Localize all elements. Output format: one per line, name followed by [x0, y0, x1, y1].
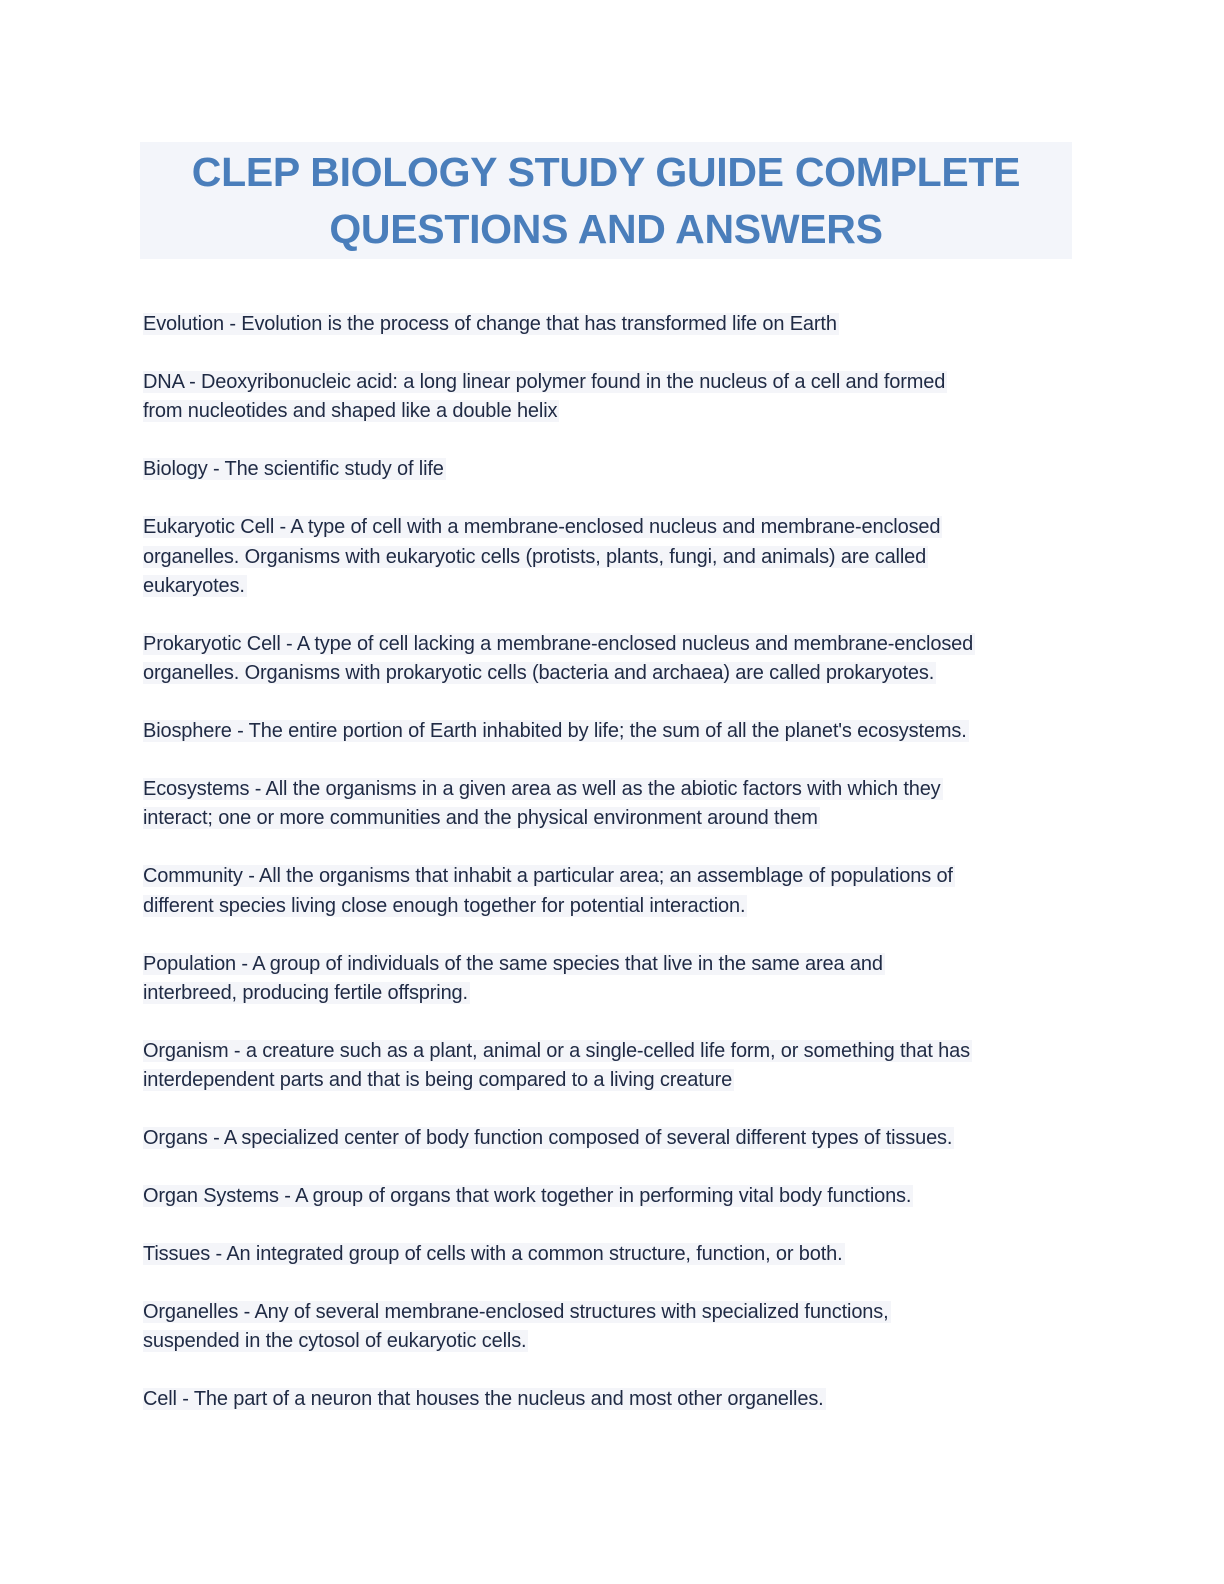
entry-text-line: Population - A group of individuals of the same species that live in the same area and	[143, 952, 883, 975]
title-banner	[140, 142, 1072, 259]
entry-text-line: interdependent parts and that is being compared to a living creature	[143, 1069, 733, 1092]
entry-evolution	[143, 310, 1083, 339]
entry-text-line: Biology - The scientific study of life	[143, 458, 444, 481]
entry-text-line: Organism - a creature such as a plant, animal or a single-celled life form, or something that has	[143, 1039, 970, 1062]
page-title-line-2: QUESTIONS AND ANSWERS	[329, 205, 883, 252]
entry-text-line: Biosphere - The entire portion of Earth inhabited by life; the sum of all the planet's ecosystems.	[143, 720, 967, 743]
entry-text-line: from nucleotides and shaped like a double helix	[143, 400, 558, 423]
entry-text-line: DNA - Deoxyribonucleic acid: a long linear polymer found in the nucleus of a cell and formed	[143, 370, 946, 393]
entry-organelles	[143, 1298, 1083, 1357]
entry-text-line: interact; one or more communities and the physical environment around them	[143, 807, 818, 830]
entry-tissues	[143, 1240, 1083, 1269]
entry-text-line: Ecosystems - All the organisms in a given area as well as the abiotic factors with which they	[143, 778, 941, 801]
entry-population	[143, 950, 1083, 1009]
entry-text-line: different species living close enough together for potential interaction.	[143, 894, 746, 917]
entry-eukaryotic-cell	[143, 513, 1083, 601]
entry-text-line: organelles. Organisms with eukaryotic cells (protists, plants, fungi, and animals) are called	[143, 545, 927, 568]
entry-text-line: Community - All the organisms that inhabit a particular area; an assemblage of populations of	[143, 865, 953, 888]
entry-organism	[143, 1037, 1083, 1096]
entry-prokaryotic-cell	[143, 630, 1083, 689]
entry-text-line: Organs - A specialized center of body function composed of several different types of tissues.	[143, 1127, 953, 1150]
entry-community	[143, 862, 1083, 921]
entry-organs	[143, 1124, 1083, 1153]
entry-text-line: Organelles - Any of several membrane-enclosed structures with specialized functions,	[143, 1301, 889, 1324]
entry-text-line: Prokaryotic Cell - A type of cell lacking a membrane-enclosed nucleus and membrane-enclosed	[143, 632, 974, 655]
entry-text-line: eukaryotes.	[143, 574, 245, 597]
entry-text-line: Cell - The part of a neuron that houses the nucleus and most other organelles.	[143, 1388, 824, 1411]
entry-text-line: Evolution - Evolution is the process of change that has transformed life on Earth	[143, 313, 837, 335]
entry-text-line: organelles. Organisms with prokaryotic cells (bacteria and archaea) are called prokaryotes.	[143, 662, 935, 685]
entry-text-line: Eukaryotic Cell - A type of cell with a membrane-enclosed nucleus and membrane-enclosed	[143, 516, 941, 539]
entry-organ-systems	[143, 1182, 1083, 1211]
entry-text-line: Organ Systems - A group of organs that work together in performing vital body functions.	[143, 1185, 912, 1208]
entry-biology	[143, 455, 1083, 484]
entry-biosphere	[143, 717, 1083, 746]
entry-text-line: interbreed, producing fertile offspring.	[143, 981, 468, 1004]
glossary-list	[143, 310, 1083, 1415]
entry-ecosystems	[143, 775, 1083, 834]
entry-text-line: suspended in the cytosol of eukaryotic cells.	[143, 1330, 527, 1353]
entry-cell	[143, 1385, 1083, 1414]
entry-text-line: Tissues - An integrated group of cells with a common structure, function, or both.	[143, 1243, 843, 1266]
entry-dna	[143, 368, 1083, 427]
page-title-line-1: CLEP BIOLOGY STUDY GUIDE COMPLETE	[191, 148, 1021, 195]
